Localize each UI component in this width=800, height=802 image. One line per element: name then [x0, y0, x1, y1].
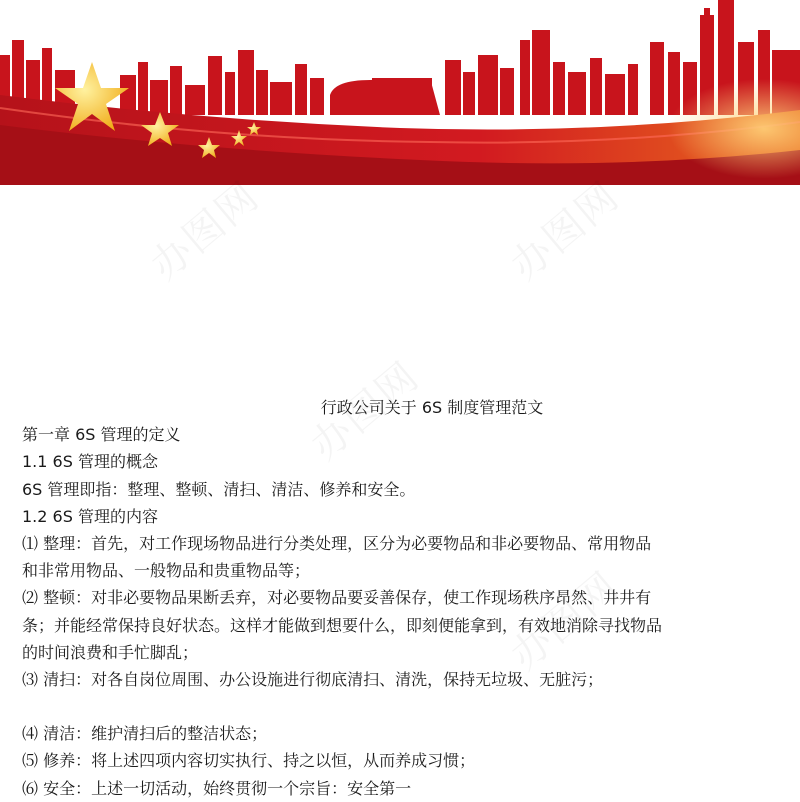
blank-line	[22, 693, 782, 720]
paragraph-line: ⑵ 整顿：对非必要物品果断丢弃，对必要物品要妥善保存，使工作现场秩序昂然、井井有	[22, 588, 652, 608]
section-heading: 1.1 6S 管理的概念	[22, 452, 158, 472]
document-body	[22, 394, 782, 802]
paragraph-line: 的时间浪费和手忙脚乱；	[22, 642, 199, 662]
paragraph-line: 条；并能经常保持良好状态。这样才能做到想要什么，即刻便能拿到，有效地消除寻找物品	[22, 615, 663, 635]
paragraph-line: ⑹ 安全：上述一切活动，始终贯彻一个宗旨：安全第一	[22, 778, 412, 798]
paragraph-line: ⑷ 清洁：维护清扫后的整洁状态；	[22, 724, 268, 744]
paragraph-line: ⑶ 清扫：对各自岗位周围、办公设施进行彻底清扫、清洗，保持无垃圾、无脏污；	[22, 669, 604, 689]
city-skyline-ribbon-image	[0, 0, 800, 185]
paragraph-line: 6S 管理即指：整理、整顿、清扫、清洁、修养和安全。	[22, 479, 416, 499]
paragraph-line: ⑴ 整理：首先，对工作现场物品进行分类处理，区分为必要物品和非必要物品、常用物品	[22, 533, 652, 553]
document-title: 行政公司关于 6S 制度管理范文	[320, 398, 544, 417]
paragraph-line: ⑸ 修养：将上述四项内容切实执行、持之以恒，从而养成习惯；	[22, 751, 476, 771]
section-heading: 1.2 6S 管理的内容	[22, 506, 158, 526]
header-banner	[0, 0, 800, 185]
chapter-heading: 第一章 6S 管理的定义	[22, 425, 181, 445]
paragraph-line: 和非常用物品、一般物品和贵重物品等；	[22, 561, 311, 581]
